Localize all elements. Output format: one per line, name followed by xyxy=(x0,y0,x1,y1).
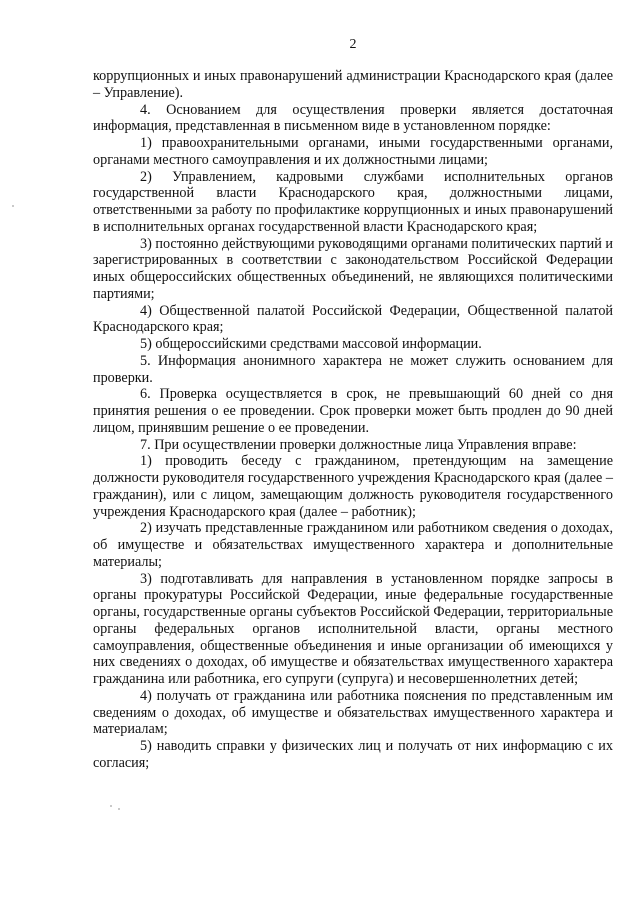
paragraph-subitem-4: 4) Общественной палатой Российской Федерации, Общественной палатой Краснодарского края; xyxy=(93,302,613,336)
paragraph-item-6: 6. Проверка осуществляется в срок, не превышающий 60 дней со дня принятия решения о ее проведении. Срок проверки может быть продлен до 90 дней лицом, принявшим решение о ее проведении. xyxy=(93,386,613,436)
paragraph-item-7-subitem-4: 4) получать от гражданина или работника пояснения по представленным им сведениям о доходах, об имуществе и обязательствах имущественного характера и материалам; xyxy=(93,687,613,738)
paragraph-item-7-subitem-1: 1) проводить беседу с гражданином, претендующим на замещение должности руководителя государственного учреждения Краснодарского края (далее – гражданин), или с лицом, замещающим должность руководителя государственного учреждения Краснодарского края (далее – работник); xyxy=(93,453,613,520)
paragraph-subitem-5: 5) общероссийскими средствами массовой информации. xyxy=(140,336,482,352)
page-number: 2 xyxy=(349,37,357,52)
paragraph-item-7-subitem-5: 5) наводить справки у физических лиц и получать от них информацию с их согласия; xyxy=(93,738,613,771)
document-body xyxy=(93,68,613,772)
paragraph-item-7: 7. При осуществлении проверки должностные лица Управления вправе: xyxy=(140,436,577,453)
scan-speck xyxy=(12,205,14,207)
paragraph-item-7-subitem-3: 3) подготавливать для направления в установленном порядке запросы в органы прокуратуры Российской Федерации, иные федеральные государственные органы, государственные органы субъектов Российской Федерации, территориальные органы федеральных органов исполнительной власти, органы местного самоуправления, общественные объединения и иные организации об имеющихся у них сведениях о доходах, об имуществе и обязательствах имущественного характера гражданина или работника, его супруги (супруга) и несовершеннолетних детей; xyxy=(93,570,613,687)
paragraph-item-4: 4. Основанием для осуществления проверки является достаточная информация, представленная в письменном виде в установленном порядке: xyxy=(93,101,613,135)
paragraph-continuation: коррупционных и иных правонарушений администрации Краснодарского края (далее – Управление). xyxy=(93,68,613,101)
paragraph-subitem-3: 3) постоянно действующими руководящими органами политических партий и зарегистрированных в соответствии с законодательством Российской Федерации иных общероссийских общественных объединений, не являющихся политическими партиями; xyxy=(93,235,613,302)
paragraph-subitem-1: 1) правоохранительными органами, иными государственными органами, органами местного самоуправления и их должностными лицами; xyxy=(93,135,613,168)
paragraph-item-7-subitem-2: 2) изучать представленные гражданином или работником сведения о доходах, об имуществе и обязательствах имущественного характера и дополнительные материалы; xyxy=(93,520,613,570)
paragraph-subitem-2: 2) Управлением, кадровыми службами исполнительных органов государственной власти Краснодарского края, должностными лицами, ответственными за работу по профилактике коррупционных и иных правонарушений в исполнительных органах государственной власти Краснодарского края; xyxy=(93,168,613,235)
scan-speck xyxy=(118,808,120,810)
paragraph-item-5: 5. Информация анонимного характера не может служить основанием для проверки. xyxy=(93,352,613,386)
scan-speck xyxy=(110,805,112,807)
document-page xyxy=(93,0,613,905)
